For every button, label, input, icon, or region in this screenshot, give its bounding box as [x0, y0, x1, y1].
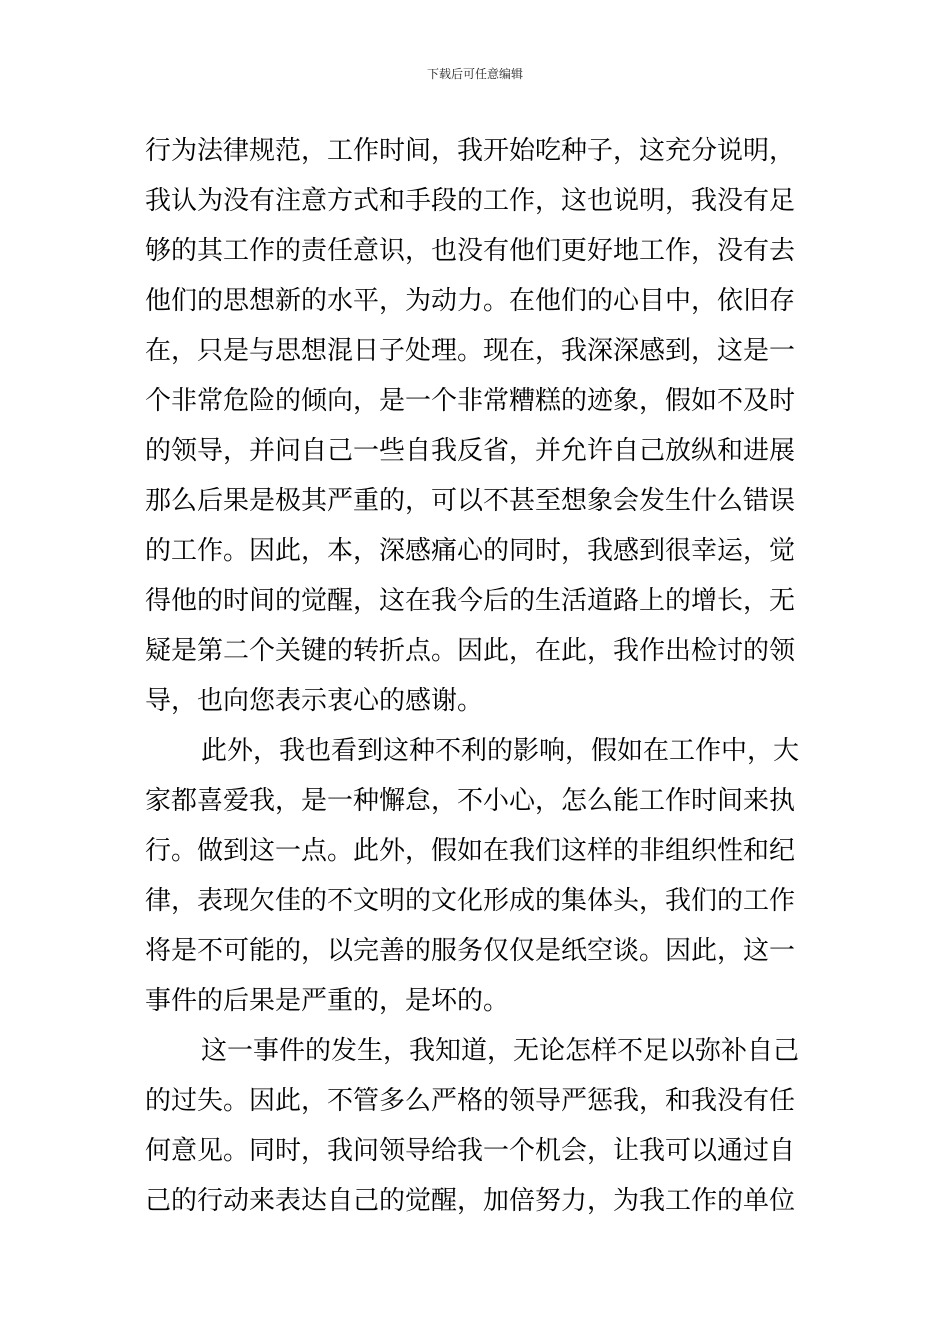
text-line: 律，表现欠佳的不文明的文化形成的集体头，我们的工作 — [145, 886, 796, 916]
text-line: 那么后果是极其严重的，可以不甚至想象会发生什么错误 — [145, 486, 796, 516]
text-line: 导，也向您表示衷心的感谢。 — [145, 686, 484, 716]
paragraph-start-line: 这一事件的发生，我知道，无论怎样不足以弥补自己 — [201, 1036, 800, 1066]
text-line: 行为法律规范，工作时间，我开始吃种子，这充分说明， — [145, 136, 796, 166]
text-line: 个非常危险的倾向，是一个非常糟糕的迹象，假如不及时 — [145, 386, 796, 416]
text-line: 疑是第二个关键的转折点。因此，在此，我作出检讨的领 — [145, 636, 796, 666]
text-line: 的工作。因此，本，深感痛心的同时，我感到很幸运，觉 — [145, 536, 796, 566]
text-line: 行。做到这一点。此外，假如在我们这样的非组织性和纪 — [145, 836, 796, 866]
text-line: 何意见。同时，我问领导给我一个机会，让我可以通过自 — [145, 1136, 796, 1166]
header-note: 下载后可任意编辑 — [426, 67, 523, 81]
text-line: 在，只是与思想混日子处理。现在，我深深感到，这是一 — [145, 336, 796, 366]
text-line: 得他的时间的觉醒，这在我今后的生活道路上的增长，无 — [145, 586, 796, 616]
text-line: 我认为没有注意方式和手段的工作，这也说明，我没有足 — [145, 186, 796, 216]
text-line: 家都喜爱我，是一种懈怠，不小心，怎么能工作时间来执 — [145, 786, 796, 816]
document-body — [145, 126, 810, 1226]
text-line: 的领导，并问自己一些自我反省，并允许自己放纵和进展 — [145, 436, 796, 466]
text-line: 将是不可能的，以完善的服务仅仅是纸空谈。因此，这一 — [145, 936, 796, 966]
text-line: 的过失。因此，不管多么严格的领导严惩我，和我没有任 — [145, 1086, 796, 1116]
text-line: 他们的思想新的水平，为动力。在他们的心目中，依旧存 — [145, 286, 796, 316]
paragraph-start-line: 此外，我也看到这种不利的影响，假如在工作中，大 — [201, 736, 800, 766]
text-line: 事件的后果是严重的，是坏的。 — [145, 986, 510, 1016]
text-line: 己的行动来表达自己的觉醒，加倍努力，为我工作的单位 — [145, 1186, 796, 1216]
text-line: 够的其工作的责任意识，也没有他们更好地工作，没有去 — [145, 236, 796, 266]
